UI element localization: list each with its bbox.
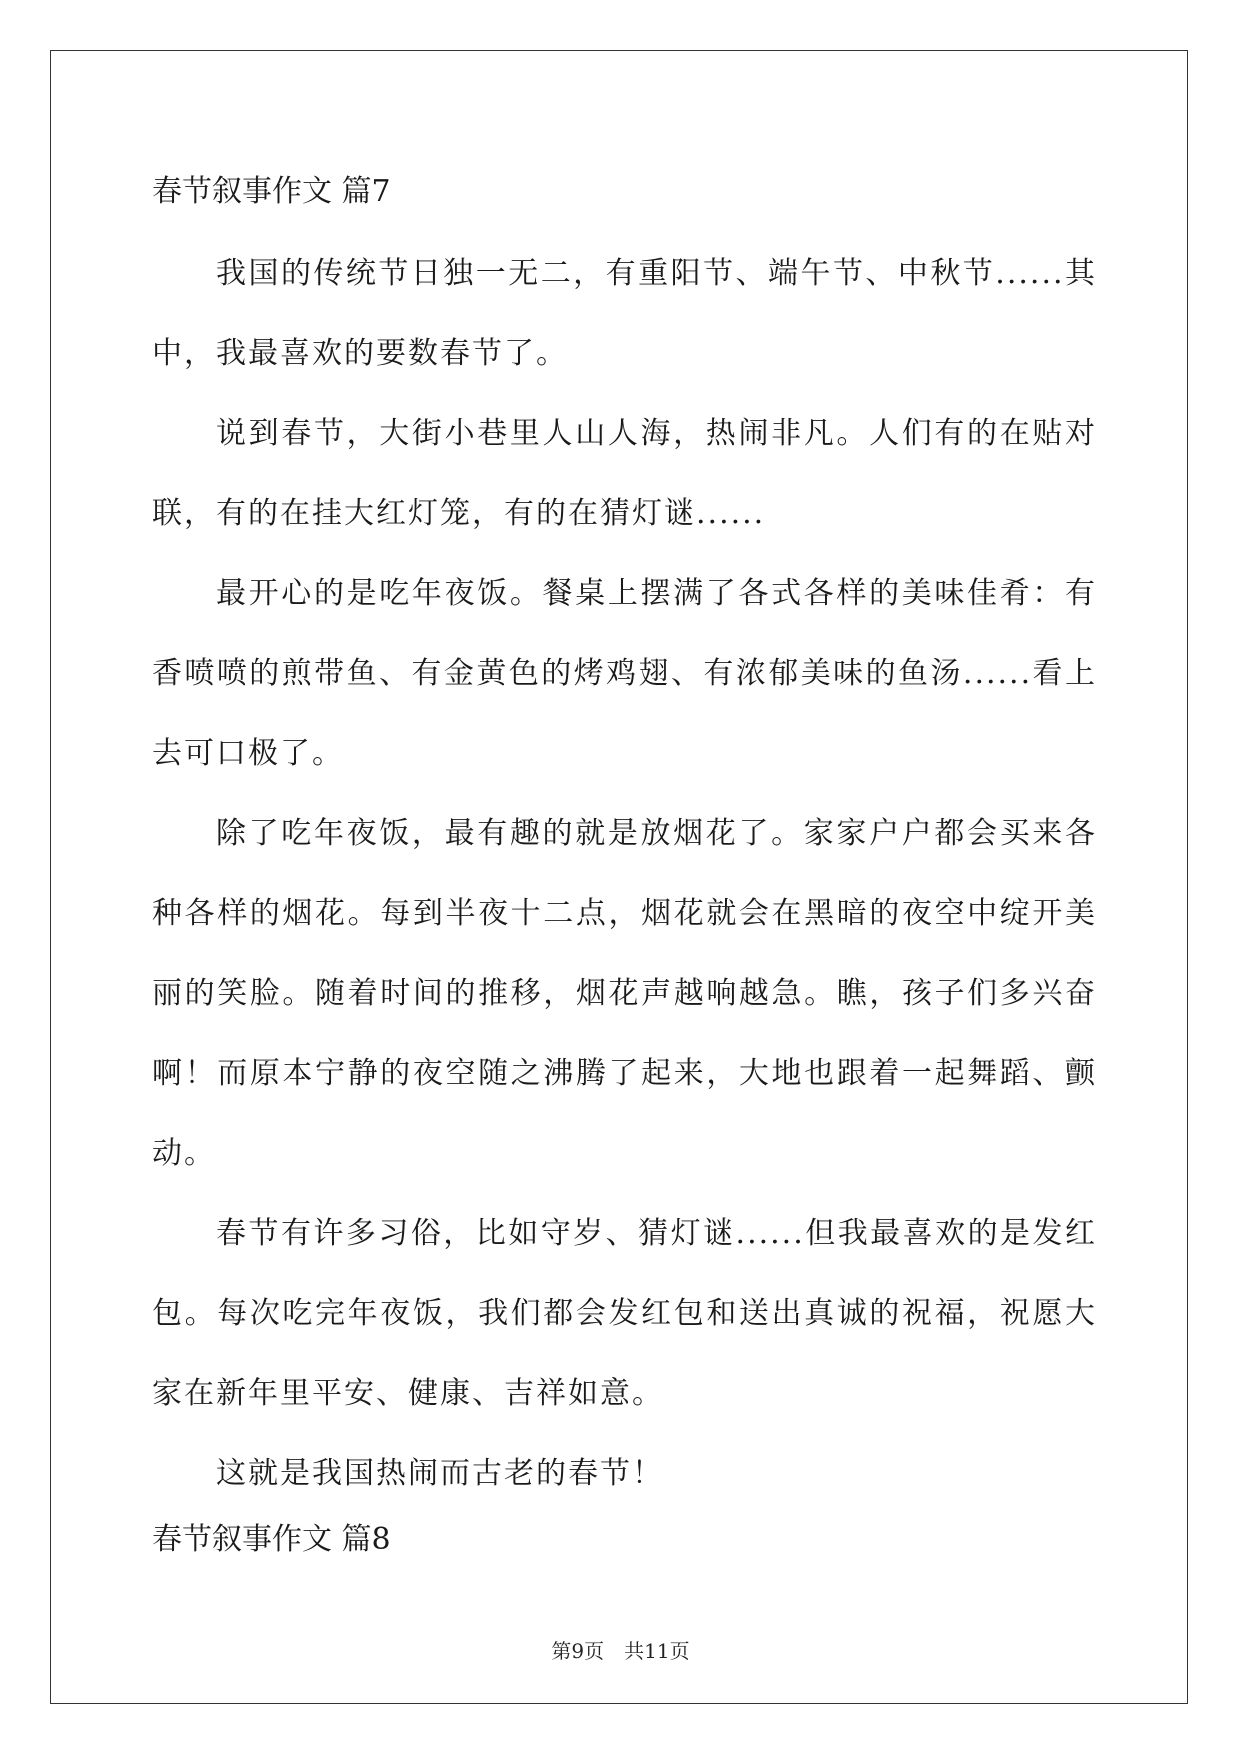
paragraph-2: 说到春节，大街小巷里人山人海，热闹非凡。人们有的在贴对联，有的在挂大红灯笼，有的在猜灯谜......	[152, 416, 1097, 531]
document-body	[152, 160, 1097, 1560]
paragraph-5: 春节有许多习俗，比如守岁、猜灯谜......但我最喜欢的是发红包。每次吃完年夜饭，我们都会发红包和送出真诚的祝福，祝愿大家在新年里平安、健康、吉祥如意。	[152, 1216, 1097, 1411]
paragraph-4: 除了吃年夜饭，最有趣的就是放烟花了。家家户户都会买来各种各样的烟花。每到半夜十二点，烟花就会在黑暗的夜空中绽开美丽的笑脸。随着时间的推移，烟花声越响越急。瞧，孩子们多兴奋啊！而原本宁静的夜空随之沸腾了起来，大地也跟着一起舞蹈、颤动。	[152, 816, 1097, 1171]
section-7-title: 春节叙事作文 篇7	[152, 174, 391, 209]
page-number-label: 第9页 共11页	[551, 1639, 690, 1663]
section-8-title: 春节叙事作文 篇8	[152, 1522, 391, 1557]
paragraph-1: 我国的传统节日独一无二，有重阳节、端午节、中秋节......其中，我最喜欢的要数春节了。	[152, 256, 1097, 371]
page-footer	[0, 1638, 1241, 1664]
paragraph-6: 这就是我国热闹而古老的春节！	[216, 1456, 664, 1491]
paragraph-3: 最开心的是吃年夜饭。餐桌上摆满了各式各样的美味佳肴：有香喷喷的煎带鱼、有金黄色的烤鸡翅、有浓郁美味的鱼汤......看上去可口极了。	[152, 576, 1097, 771]
